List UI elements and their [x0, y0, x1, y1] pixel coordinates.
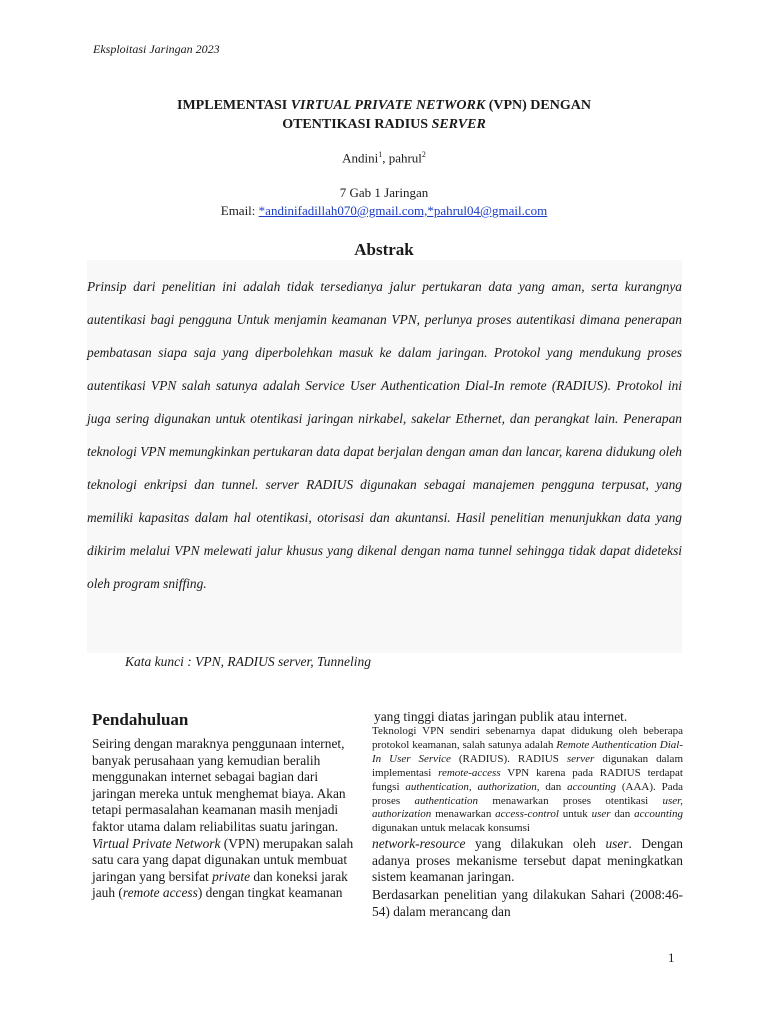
- right-paragraph-1: yang tinggi diatas jaringan publik atau internet.: [374, 709, 628, 724]
- author-1-affil: 1: [378, 150, 383, 159]
- intro-paragraph: Seiring dengan maraknya penggunaan internet, banyak perusahaan yang kemudian beralih menggunakan internet sebagai bagian dari jaringan mereka untuk menghemat biaya. Akan tetapi permasalahan keamanan masih menjadi faktor utama dalam reliabilitas suatu jaringan. Virtual Private Network (VPN) merupakan salah satu cara yang dapat digunakan untuk membuat jaringan yang bersifat private dan koneksi jarak jauh (remote access) dengan tingkat keamanan: [92, 736, 354, 901]
- author-1: Andini: [342, 150, 379, 166]
- abstract-text: Prinsip dari penelitian ini adalah tidak tersedianya jalur pertukaran data yang aman, serta kurangnya autentikasi bagi pengguna Untuk menjamin keamanan VPN, perlunya proses autentikasi dimana penerapan pembatasan siapa saja yang diperbolehkan masuk ke dalam jaringan. Protokol yang mendukung proses autentikasi VPN salah satunya adalah Service User Authentication Dial-In remote (RADIUS). Protokol ini juga sering digunakan untuk otentikasi jaringan nirkabel, sakelar Ethernet, dan perangkat lain. Penerapan teknologi VPN memungkinkan pertukaran data dapat berjalan dengan aman dan lancar, karena didukung oleh teknologi enkripsi dan tunnel. server RADIUS digunakan sebagai manajemen pengguna terpusat, yang memiliki kapasitas dalam hal otentikasi, otorisasi dan akuntansi. Hasil penelitian menunjukkan data yang dikirim melalui VPN melewati jalur khusus yang dikenal dengan nama tunnel sehingga tidak dapat dideteksi oleh program sniffing.: [87, 279, 682, 591]
- affiliation: [0, 184, 768, 220]
- keywords: Kata kunci : VPN, RADIUS server, Tunneling: [125, 654, 371, 669]
- right-column: [372, 709, 683, 920]
- section-heading-pendahuluan: Pendahuluan: [92, 710, 189, 729]
- author-2: pahrul: [388, 150, 422, 166]
- paper-title: [80, 96, 688, 134]
- left-column: [92, 710, 358, 902]
- email-link[interactable]: *andinifadillah070@gmail.com,*pahrul04@gmail.com: [258, 203, 548, 218]
- right-paragraph-4: Berdasarkan penelitian yang dilakukan Sahari (2008:46-54) dalam merancang dan: [372, 887, 683, 920]
- authors: Andini$^1$, pahrul$^2$: [342, 150, 426, 166]
- affiliation-group: 7 Gab 1 Jaringan: [339, 185, 429, 200]
- author-2-affil: 2: [421, 150, 426, 159]
- running-header: Eksploitasi Jaringan 2023: [93, 42, 220, 56]
- page-number: 1: [668, 950, 675, 965]
- title-line-2: OTENTIKASI RADIUS SERVER: [282, 117, 486, 132]
- title-line-1: IMPLEMENTASI VIRTUAL PRIVATE NETWORK (VPN) DENGAN: [177, 98, 591, 113]
- right-paragraph-2: Teknologi VPN sendiri sebenarnya dapat didukung oleh beberapa protokol keamanan, salah satunya adalah Remote Authentication Dial-In User Service (RADIUS). RADIUS server digunakan dalam implementasi remote-access VPN karena pada RADIUS terdapat fungsi authentication, authorization, dan accounting (AAA). Pada proses authentication menawarkan proses otentikasi user, authorization menawarkan access-control untuk user dan accounting digunakan untuk melacak konsumsi: [372, 725, 683, 835]
- right-paragraph-3: network-resource yang dilakukan oleh user. Dengan adanya proses mekanisme tersebut dapat meningkatkan sistem keamanan jaringan.: [372, 836, 684, 885]
- abstract-heading: Abstrak: [354, 240, 414, 259]
- affiliation-email: Email: *andinifadillah070@gmail.com,*pahrul04@gmail.com: [220, 203, 548, 218]
